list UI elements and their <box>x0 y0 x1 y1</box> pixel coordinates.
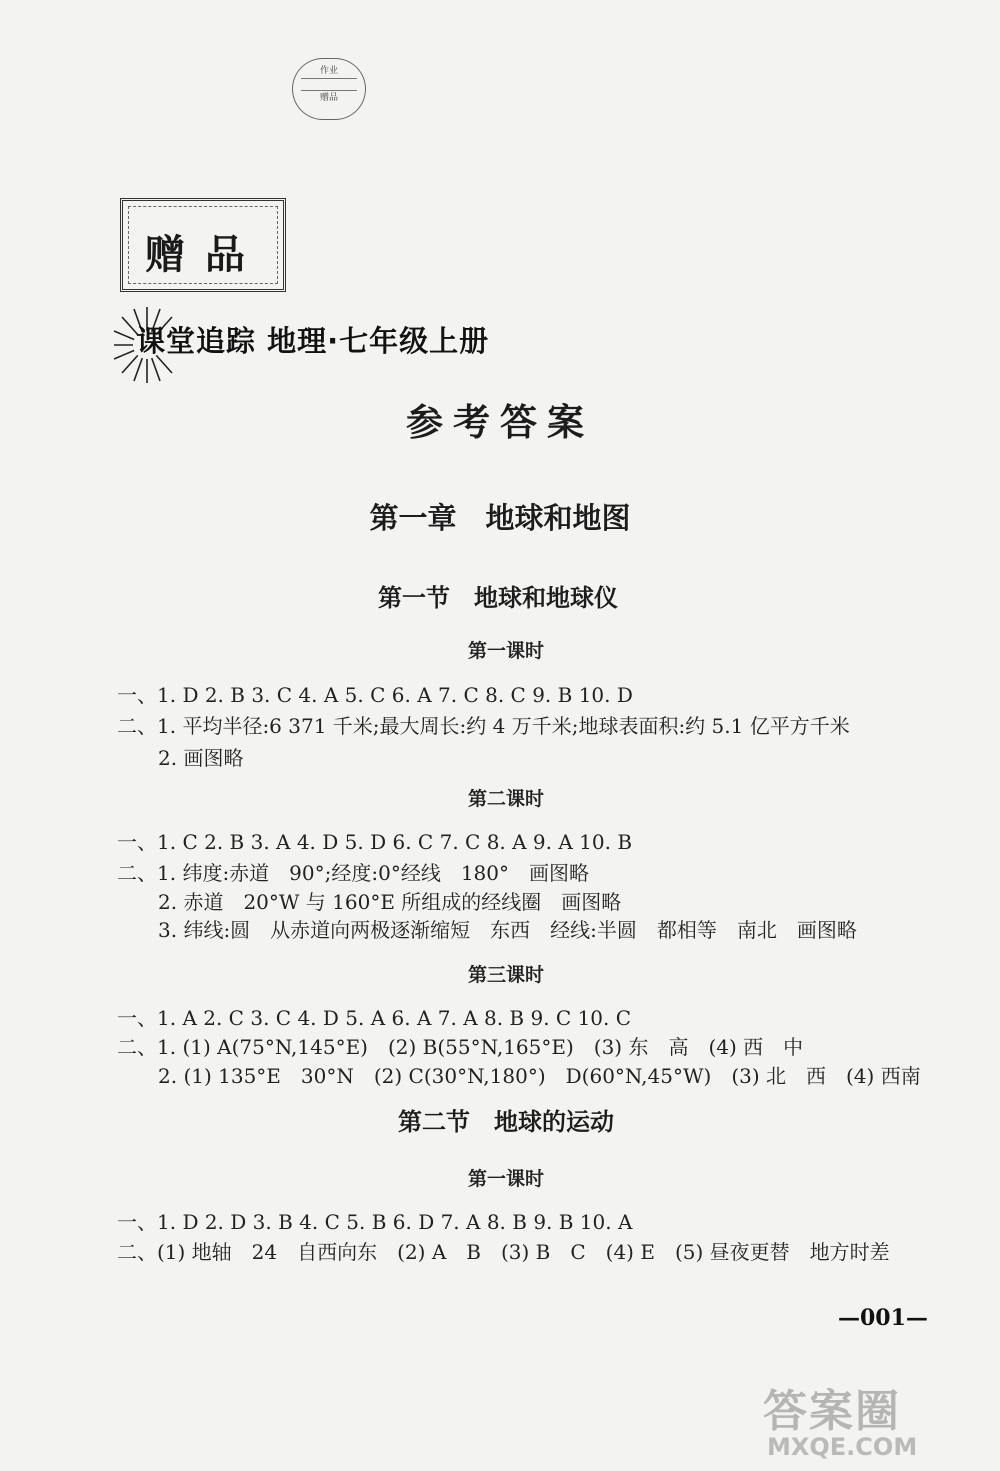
section-title-2: 第二节 地球的运动 <box>398 1107 614 1136</box>
page-number: —001— <box>838 1305 928 1331</box>
stamp-line-1: 作业 <box>319 66 338 76</box>
answer-line: 二、1. 纬度:赤道 90°;经度:0°经线 180° 画图略 <box>117 861 590 885</box>
stamp <box>292 58 366 120</box>
answer-line: 一、1. D 2. D 3. B 4. C 5. B 6. D 7. A 8. B 9. B 10. A <box>117 1210 633 1234</box>
answer-line: 3. 纬线:圆 从赤道向两极逐渐缩短 东西 经线:半圆 都相等 南北 画图略 <box>158 918 857 942</box>
answer-line: 一、1. C 2. B 3. A 4. D 5. D 6. C 7. C 8. A 9. A 10. B <box>117 830 633 854</box>
lesson-title-1-2: 第二课时 <box>468 788 545 810</box>
answer-line: 2. (1) 135°E 30°N (2) C(30°N,180°) D(60°N,45°W) (3) 北 西 (4) 西南 <box>158 1064 921 1088</box>
lesson-title-2-1: 第一课时 <box>468 1168 545 1190</box>
series-title: 课堂追踪 地理·七年级上册 <box>136 324 490 358</box>
watermark <box>755 1375 975 1465</box>
answer-line: 一、1. D 2. B 3. C 4. A 5. C 6. A 7. C 8. C 9. B 10. D <box>117 683 633 707</box>
answer-line: 二、1. 平均半径:6 371 千米;最大周长:约 4 万千米;地球表面积:约 5.1 亿平方千米 <box>117 714 850 738</box>
lesson-title-1-1: 第一课时 <box>468 640 545 662</box>
lesson-title-1-3: 第三课时 <box>468 964 545 986</box>
answer-line: 2. 赤道 20°W 与 160°E 所组成的经线圈 画图略 <box>158 890 622 914</box>
answer-line: 2. 画图略 <box>158 746 244 770</box>
watermark-url: MXQE.COM <box>767 1433 918 1461</box>
gift-label: 赠品 <box>145 231 265 278</box>
stamp-line-2 <box>301 78 357 91</box>
section-title-1: 第一节 地球和地球仪 <box>378 583 618 612</box>
answer-line: 二、(1) 地轴 24 自西向东 (2) A B (3) B C (4) E (5) 昼夜更替 地方时差 <box>117 1240 890 1264</box>
answer-line: 一、1. A 2. C 3. C 4. D 5. A 6. A 7. A 8. B 9. C 10. C <box>117 1006 632 1030</box>
gift-label-box <box>120 198 286 292</box>
answer-line: 二、1. (1) A(75°N,145°E) (2) B(55°N,165°E) (3) 东 高 (4) 西 中 <box>117 1035 804 1059</box>
main-title: 参考答案 <box>406 400 594 444</box>
watermark-brand: 答案圈 <box>763 1386 901 1437</box>
stamp-line-3: 赠品 <box>319 93 338 103</box>
chapter-title: 第一章 地球和地图 <box>369 501 631 535</box>
